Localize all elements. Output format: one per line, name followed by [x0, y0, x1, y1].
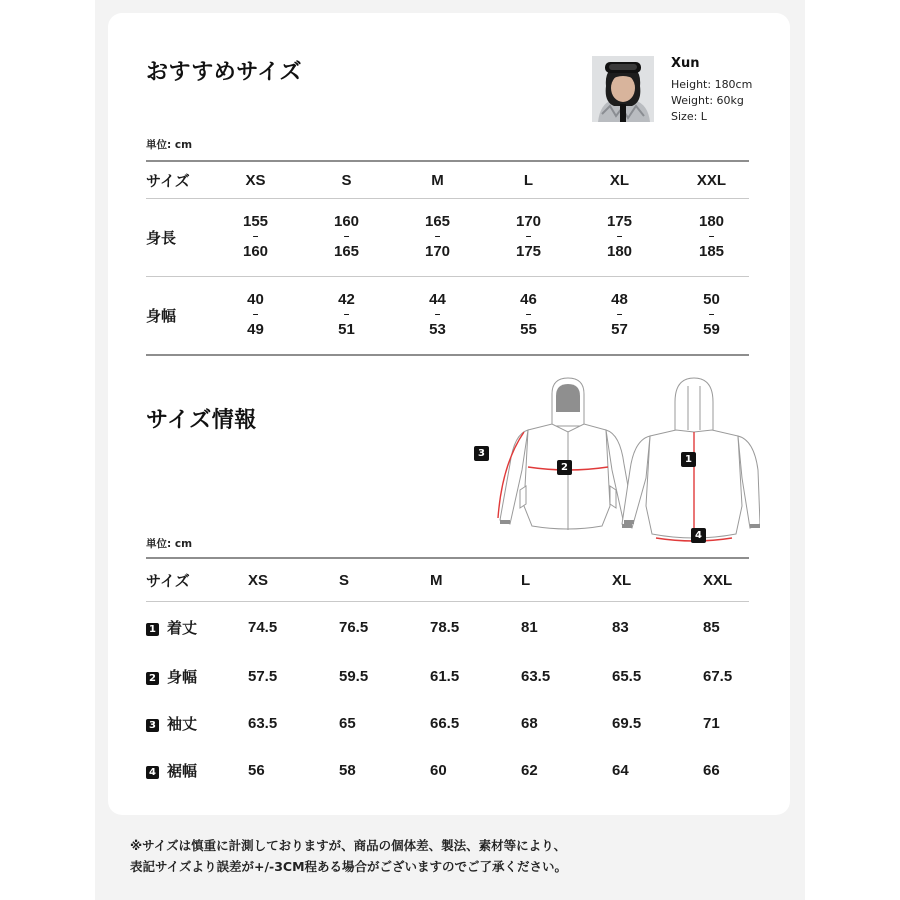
- range-cell: 170 – 175: [515, 213, 542, 260]
- note-line-1: ※サイズは慎重に計測しておりますが、商品の個体差、製法、素材等により、: [130, 838, 567, 853]
- table-row: [138, 699, 758, 747]
- value-cell: 78.5: [430, 618, 460, 636]
- value-cell: 66.5: [430, 714, 460, 732]
- header-xl: XL: [612, 571, 632, 589]
- header-xxl: XXL: [696, 171, 727, 189]
- table-row: [138, 601, 758, 653]
- table-row: [138, 653, 758, 699]
- value-cell: 56: [248, 761, 265, 779]
- unit-label: 単位: cm: [146, 538, 193, 550]
- row-label-width: 身幅: [146, 307, 177, 325]
- table-header-row: [138, 559, 758, 601]
- header-xl: XL: [609, 171, 630, 189]
- range-cell: 160 – 165: [333, 213, 360, 260]
- range-cell: 180 – 185: [698, 213, 725, 260]
- header-xs: XS: [245, 171, 266, 189]
- recommended-size-title: おすすめサイズ: [146, 60, 302, 85]
- header-s: S: [341, 171, 352, 189]
- range-cell: 155 – 160: [242, 213, 269, 260]
- range-cell: 40 – 49: [247, 291, 264, 338]
- size-info-table: [138, 559, 758, 793]
- header-l: L: [523, 171, 534, 189]
- row-label-hem-width: 4 裾幅: [138, 747, 248, 793]
- range-cell: 42 – 51: [338, 291, 355, 338]
- value-cell: 57.5: [248, 667, 278, 685]
- jacket-measurement-diagram: [470, 374, 760, 546]
- measurement-badge-2: 2: [557, 460, 572, 475]
- value-cell: 64: [612, 761, 629, 779]
- size-disclaimer-note: [130, 835, 567, 877]
- measurement-badge-3: 3: [474, 446, 489, 461]
- row-label-length: 1 着丈: [138, 601, 248, 653]
- header-s: S: [339, 571, 350, 589]
- row-label-body-width: 2 身幅: [138, 653, 248, 699]
- value-cell: 65.5: [612, 667, 642, 685]
- measurement-badge-4: 4: [691, 528, 706, 543]
- value-cell: 62: [521, 761, 538, 779]
- model-photo: [592, 56, 654, 122]
- table-bottom-rule: [146, 354, 749, 356]
- value-cell: 58: [339, 761, 356, 779]
- value-cell: 67.5: [703, 667, 733, 685]
- value-cell: 69.5: [612, 714, 642, 732]
- unit-label: 単位: cm: [146, 139, 193, 151]
- header-l: L: [521, 571, 531, 589]
- header-xs: XS: [248, 571, 269, 589]
- header-xxl: XXL: [703, 571, 733, 589]
- table-row: [138, 276, 758, 354]
- header-size: サイズ: [146, 172, 190, 190]
- value-cell: 59.5: [339, 667, 369, 685]
- model-name: Xun: [671, 56, 700, 71]
- value-cell: 74.5: [248, 618, 278, 636]
- value-cell: 63.5: [248, 714, 278, 732]
- range-cell: 44 – 53: [429, 291, 446, 338]
- range-cell: 46 – 55: [520, 291, 537, 338]
- model-size: Size: L: [671, 110, 707, 123]
- jacket-illustration: [470, 374, 760, 546]
- header-m: M: [431, 171, 444, 189]
- value-cell: 63.5: [521, 667, 551, 685]
- model-height: Height: 180cm: [671, 78, 753, 91]
- badge-3-icon: 3: [146, 719, 159, 732]
- model-info: [592, 54, 762, 124]
- measurement-badge-1: 1: [681, 452, 696, 467]
- value-cell: 85: [703, 618, 720, 636]
- row-label-sleeve: 3 袖丈: [138, 699, 248, 747]
- value-cell: 68: [521, 714, 538, 732]
- model-weight: Weight: 60kg: [671, 94, 744, 107]
- value-cell: 65: [339, 714, 356, 732]
- note-line-2: 表記サイズより誤差が+/-3CM程ある場合がございますのでご了承ください。: [130, 859, 568, 874]
- range-cell: 48 – 57: [611, 291, 628, 338]
- value-cell: 60: [430, 761, 447, 779]
- size-info-title: サイズ情報: [146, 408, 257, 433]
- value-cell: 76.5: [339, 618, 369, 636]
- value-cell: 71: [703, 714, 720, 732]
- badge-4-icon: 4: [146, 766, 159, 779]
- header-size: サイズ: [146, 572, 190, 590]
- value-cell: 66: [703, 761, 720, 779]
- badge-2-icon: 2: [146, 672, 159, 685]
- range-cell: 165 – 170: [424, 213, 451, 260]
- badge-1-icon: 1: [146, 623, 159, 636]
- value-cell: 61.5: [430, 667, 460, 685]
- range-cell: 50 – 59: [703, 291, 720, 338]
- table-header-row: [138, 162, 758, 198]
- header-m: M: [430, 571, 443, 589]
- table-row: [138, 747, 758, 793]
- recommended-size-table: [138, 162, 758, 354]
- row-label-height: 身長: [146, 229, 177, 247]
- value-cell: 81: [521, 618, 538, 636]
- range-cell: 175 – 180: [606, 213, 633, 260]
- table-row: [138, 198, 758, 276]
- value-cell: 83: [612, 618, 629, 636]
